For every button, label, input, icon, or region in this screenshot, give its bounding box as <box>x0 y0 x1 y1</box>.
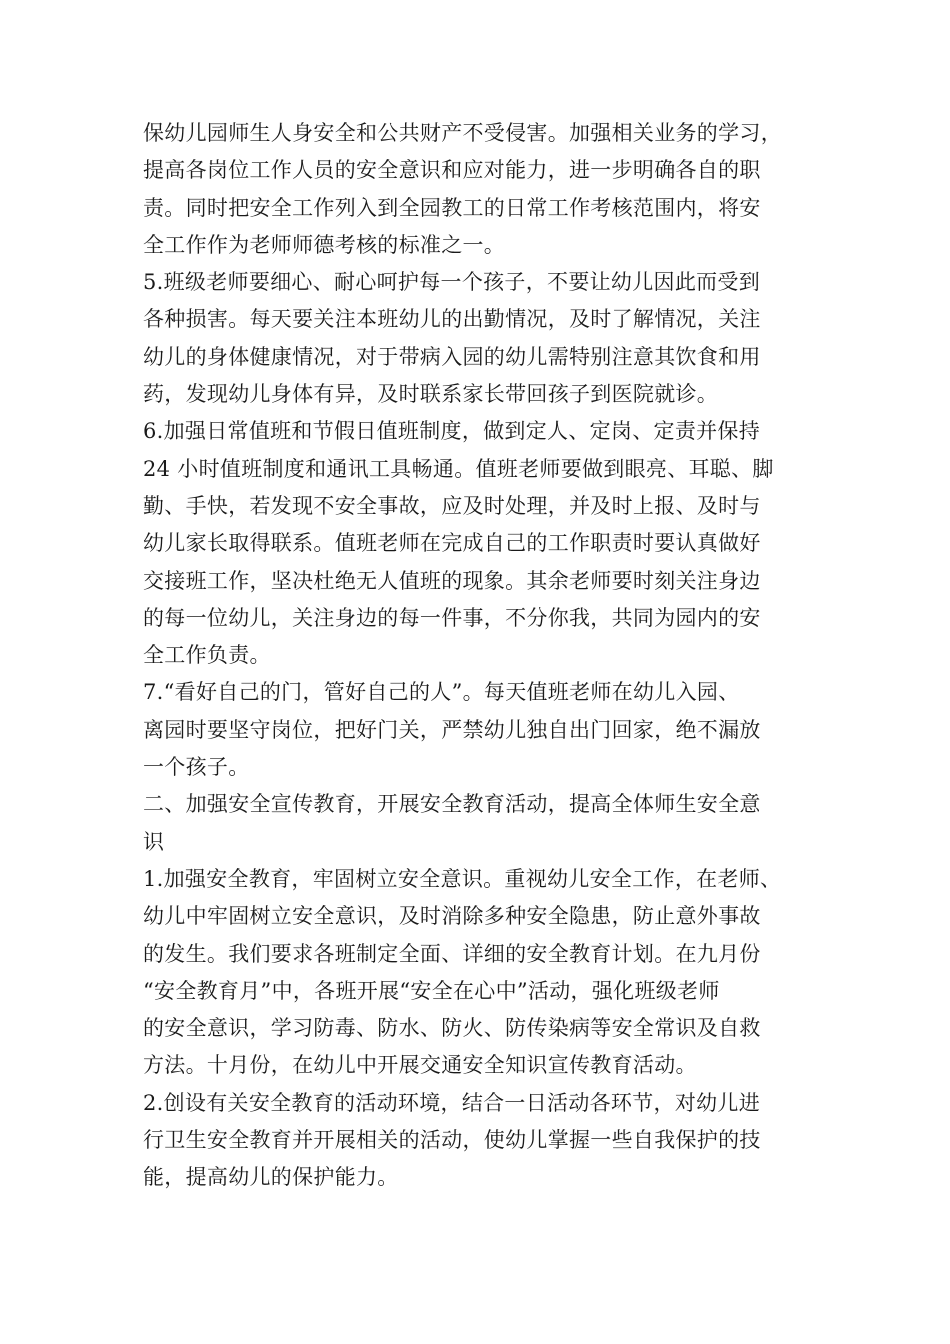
list-item-6: 6.加强日常值班和节假日值班制度，做到定人、定岗、定责并保持 <box>143 419 761 444</box>
text-line: 一个孩子。 <box>143 755 250 780</box>
text-line: 方法。十月份，在幼儿中开展交通安全知识宣传教育活动。 <box>143 1053 697 1078</box>
text-line: 交接班工作，坚决杜绝无人值班的现象。其余老师要时刻关注身边 <box>143 568 761 593</box>
list-item-7: 7.“看好自己的门，管好自己的人”。每天值班老师在幼儿入园、 <box>143 680 740 705</box>
text-line: 24 小时值班制度和通讯工具畅通。值班老师要做到眼亮、耳聪、脚 <box>143 456 774 481</box>
text-line: 责。同时把安全工作列入到全园教工的日常工作考核范围内，将安 <box>143 195 761 220</box>
text-line: 的发生。我们要求各班制定全面、详细的安全教育计划。在九月份 <box>143 941 761 966</box>
text-line: 全工作负责。 <box>143 643 271 668</box>
section-heading-continued: 识 <box>143 829 165 854</box>
list-item-2: 2.创设有关安全教育的活动环境，结合一日活动各环节，对幼儿进 <box>143 1090 761 1115</box>
text-line: 各种损害。每天要关注本班幼儿的出勤情况，及时了解情况，关注 <box>143 307 761 332</box>
list-item-1: 1.加强安全教育，牢固树立安全意识。重视幼儿安全工作，在老师、 <box>143 866 782 891</box>
text-line: 幼儿家长取得联系。值班老师在完成自己的工作职责时要认真做好 <box>143 531 761 556</box>
text-line: 药，发现幼儿身体有异，及时联系家长带回孩子到医院就诊。 <box>143 382 719 407</box>
text-line: 保幼儿园师生人身安全和公共财产不受侵害。加强相关业务的学习， <box>143 121 782 145</box>
document-body <box>143 115 823 1197</box>
text-line: 幼儿中牢固树立安全意识，及时消除多种安全隐患，防止意外事故 <box>143 904 761 929</box>
section-heading: 二、加强安全宣传教育，开展安全教育活动，提高全体师生安全意 <box>143 792 761 817</box>
text-line: 提高各岗位工作人员的安全意识和应对能力，进一步明确各自的职 <box>143 158 761 183</box>
text-line: “安全教育月”中，各班开展“安全在心中”活动，强化班级老师 <box>143 978 720 1003</box>
text-line: 能，提高幼儿的保护能力。 <box>143 1165 399 1190</box>
text-line: 勤、手快，若发现不安全事故，应及时处理，并及时上报、及时与 <box>143 493 761 518</box>
text-line: 的安全意识，学习防毒、防水、防火、防传染病等安全常识及自救 <box>143 1016 761 1041</box>
text-line: 行卫生安全教育并开展相关的活动，使幼儿掌握一些自我保护的技 <box>143 1128 761 1153</box>
text-line: 幼儿的身体健康情况，对于带病入园的幼儿需特别注意其饮食和用 <box>143 344 761 369</box>
text-line: 离园时要坚守岗位，把好门关，严禁幼儿独自出门回家，绝不漏放 <box>143 717 761 742</box>
text-line: 的每一位幼儿，关注身边的每一件事，不分你我，共同为园内的安 <box>143 605 761 630</box>
text-line: 全工作作为老师师德考核的标准之一。 <box>143 232 506 257</box>
list-item-5: 5.班级老师要细心、耐心呵护每一个孩子，不要让幼儿因此而受到 <box>143 270 761 295</box>
